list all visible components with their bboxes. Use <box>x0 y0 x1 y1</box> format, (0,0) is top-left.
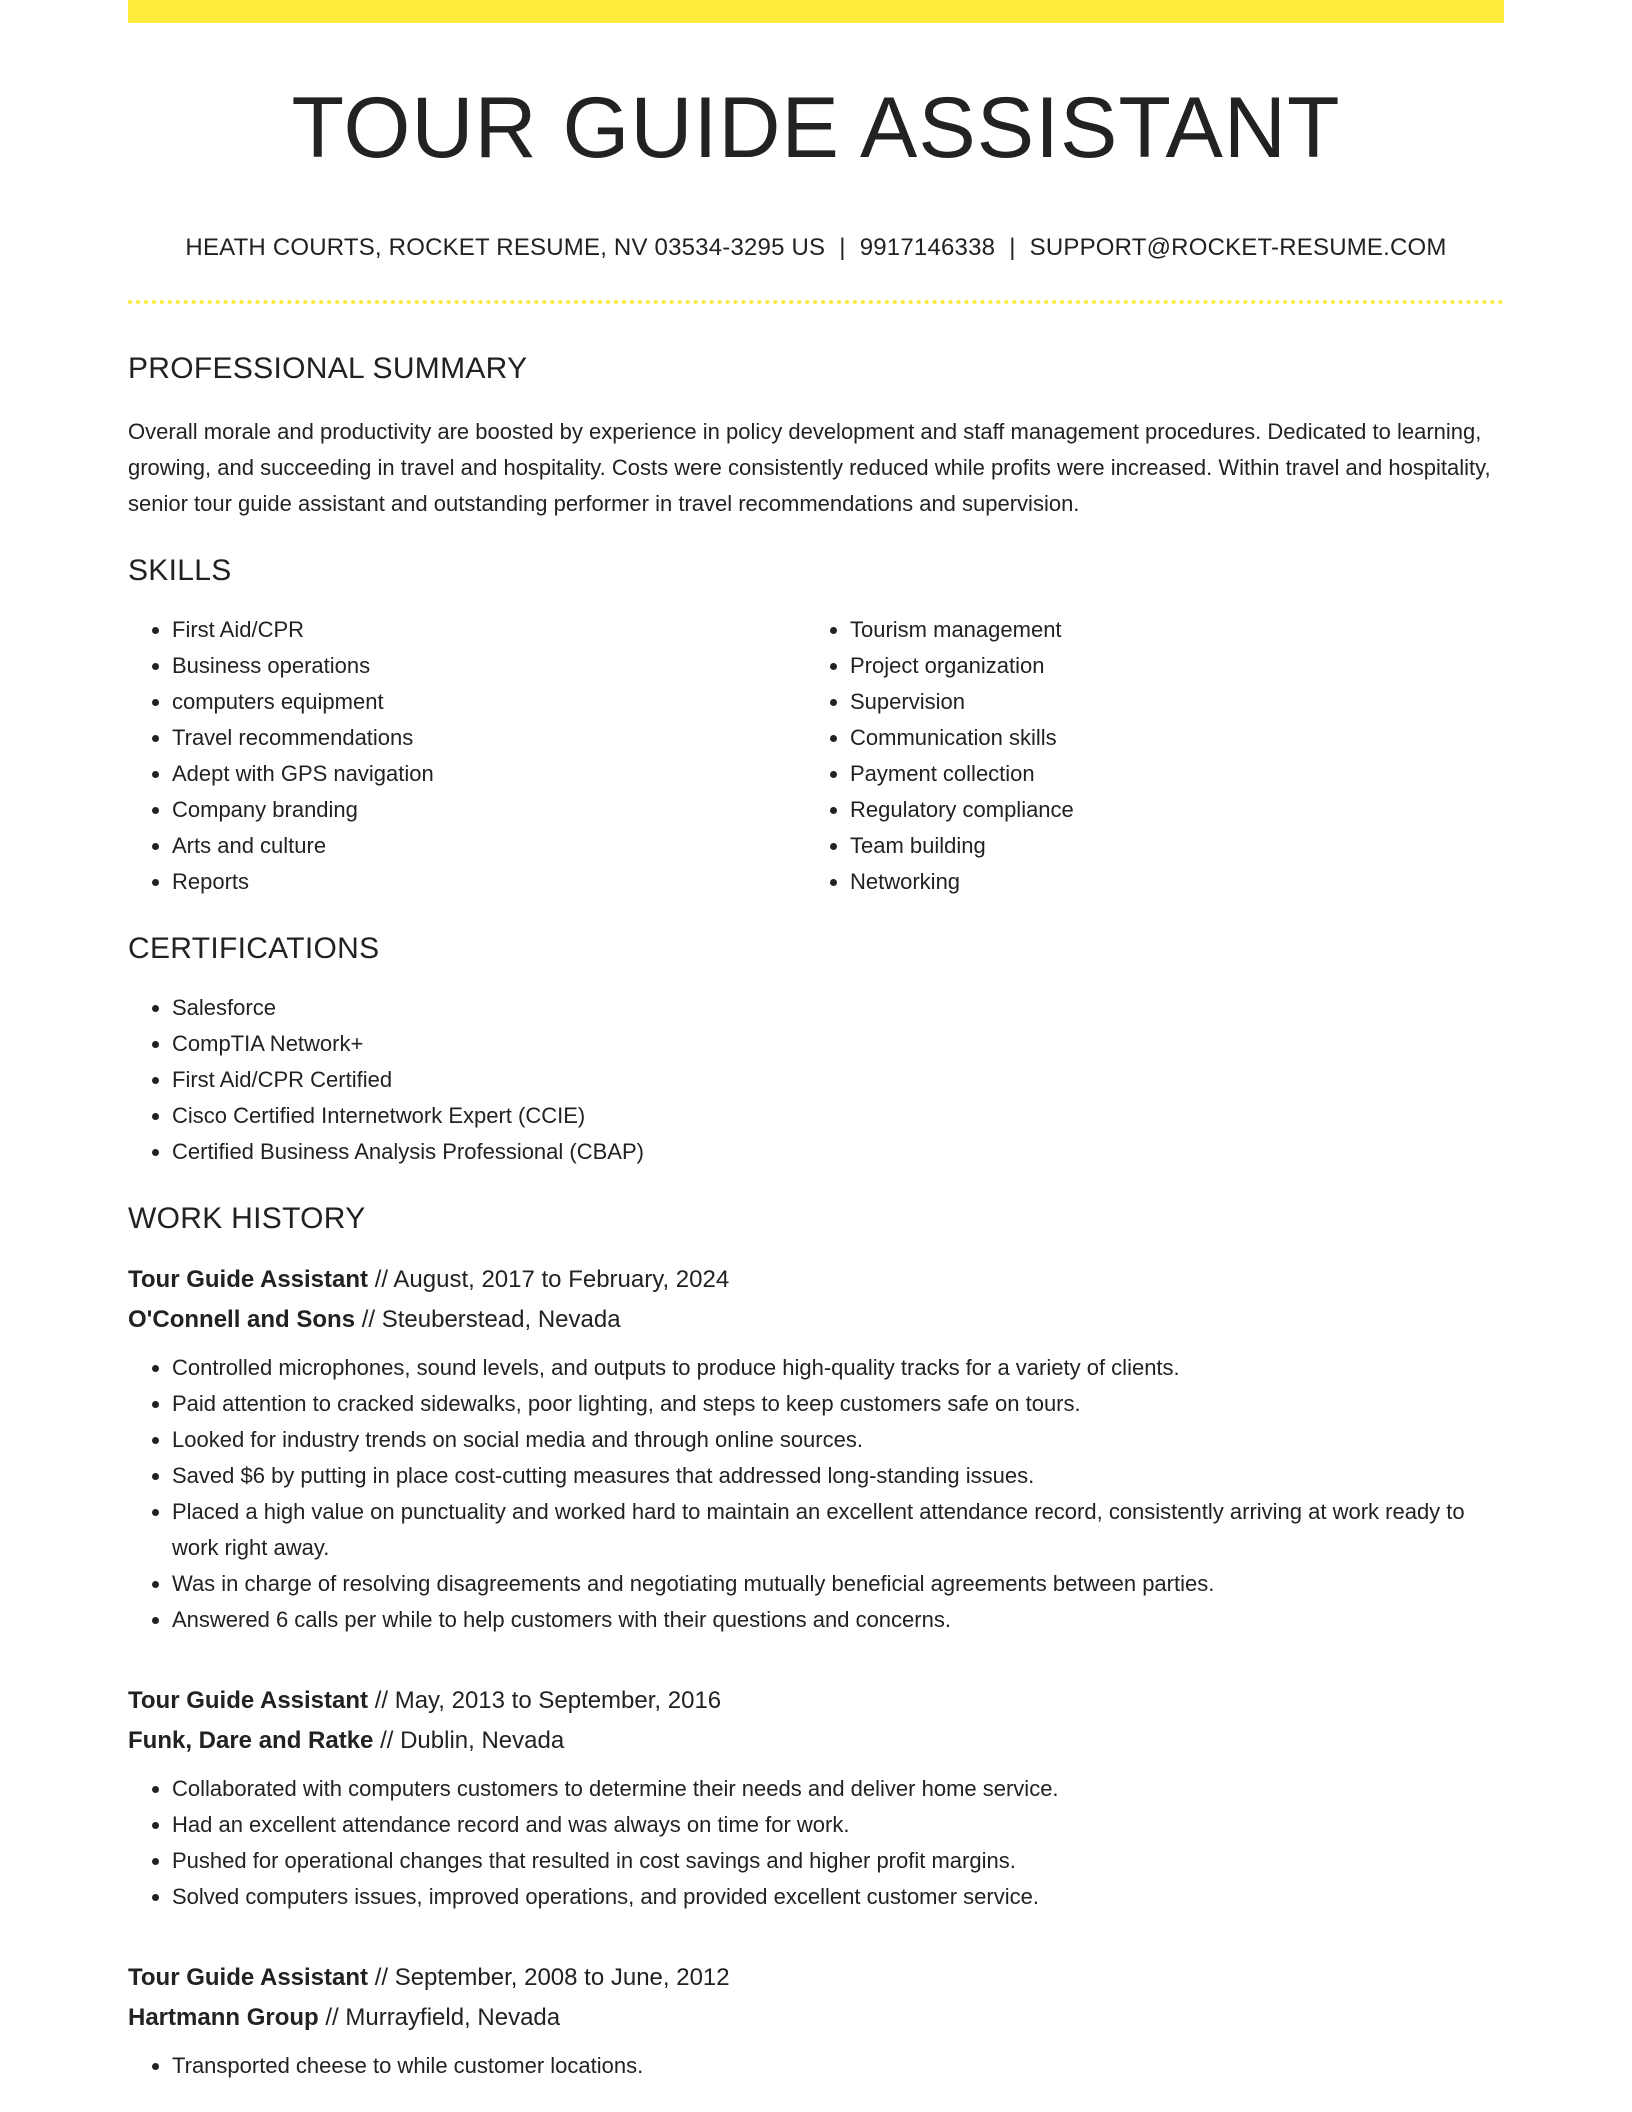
skill-item: • Company branding <box>172 792 806 828</box>
job-bullets <box>128 2048 1504 2084</box>
certification-item: • Cisco Certified Internetwork Expert (CCIE) <box>172 1098 1504 1134</box>
contact-phone: 9917146338 <box>859 234 996 261</box>
job-company-line <box>128 1998 1504 2038</box>
job-dates: May, 2013 to September, 2016 <box>394 1687 722 1714</box>
job-entry <box>128 1260 1504 1638</box>
certification-item: • Salesforce <box>172 990 1504 1026</box>
job-role-line <box>128 1958 1504 1998</box>
job-company: Hartmann Group <box>128 2004 319 2031</box>
job-delimiter: // <box>373 1727 401 1754</box>
job-company-line <box>128 1300 1504 1340</box>
job-company: O'Connell and Sons <box>128 1306 356 1333</box>
contact-separator: | <box>1009 234 1016 261</box>
job-bullet: • Paid attention to cracked sidewalks, poor lighting, and steps to keep customers safe on tours. <box>172 1386 1504 1422</box>
skill-item: • Business operations <box>172 648 806 684</box>
certification-item: • CompTIA Network+ <box>172 1026 1504 1062</box>
skill-item: • Team building <box>850 828 1484 864</box>
job-location: Steuberstead, Nevada <box>381 1306 621 1333</box>
skills-heading: SKILLS <box>128 554 232 587</box>
job-delimiter: // <box>355 1306 382 1333</box>
job-delimiter: // <box>318 2004 346 2031</box>
skill-item: • Tourism management <box>850 612 1484 648</box>
job-role: Tour Guide Assistant <box>128 1964 369 1991</box>
job-role-line <box>128 1260 1504 1300</box>
skills-columns <box>128 612 1504 900</box>
skill-item: • Communication skills <box>850 720 1484 756</box>
certification-item: • Certified Business Analysis Professional (CBAP) <box>172 1134 1504 1170</box>
certification-item: • First Aid/CPR Certified <box>172 1062 1504 1098</box>
dotted-divider <box>128 300 1504 304</box>
skill-item: • Travel recommendations <box>172 720 806 756</box>
skill-item: • First Aid/CPR <box>172 612 806 648</box>
skill-item: • Reports <box>172 864 806 900</box>
job-delimiter: // <box>368 1964 395 1991</box>
skill-item: • Regulatory compliance <box>850 792 1484 828</box>
job-role: Tour Guide Assistant <box>128 1266 369 1293</box>
skill-item: • computers equipment <box>172 684 806 720</box>
job-company: Funk, Dare and Ratke <box>128 1727 374 1754</box>
job-entry <box>128 1681 1504 1915</box>
skill-item: • Supervision <box>850 684 1484 720</box>
job-bullet: • Solved computers issues, improved operations, and provided excellent customer service. <box>172 1879 1504 1915</box>
job-bullet: • Looked for industry trends on social media and through online sources. <box>172 1422 1504 1458</box>
contact-line <box>128 234 1504 262</box>
contact-email: SUPPORT@ROCKET-RESUME.COM <box>1029 234 1447 261</box>
work-history-heading: WORK HISTORY <box>128 1202 366 1235</box>
job-bullet: • Was in charge of resolving disagreements and negotiating mutually beneficial agreements between parties. <box>172 1566 1504 1602</box>
resume-page <box>128 0 1504 2084</box>
skill-item: • Networking <box>850 864 1484 900</box>
job-role: Tour Guide Assistant <box>128 1687 369 1714</box>
job-bullet: • Transported cheese to while customer locations. <box>172 2048 1504 2084</box>
job-bullet: • Answered 6 calls per while to help customers with their questions and concerns. <box>172 1602 1504 1638</box>
job-entry <box>128 1958 1504 2084</box>
job-bullet: • Pushed for operational changes that resulted in cost savings and higher profit margins. <box>172 1843 1504 1879</box>
skills-list-right <box>806 612 1484 900</box>
job-dates: September, 2008 to June, 2012 <box>394 1964 730 1991</box>
skills-list-left <box>128 612 806 900</box>
accent-bar <box>128 0 1504 23</box>
job-delimiter: // <box>368 1687 395 1714</box>
job-location: Murrayfield, Nevada <box>345 2004 561 2031</box>
job-bullet: • Placed a high value on punctuality and worked hard to maintain an excellent attendance record, consistently arriving at work ready to work right away. <box>172 1494 1504 1566</box>
job-role-line <box>128 1681 1504 1721</box>
candidate-title: TOUR GUIDE ASSISTANT <box>291 80 1341 176</box>
summary-text: Overall morale and productivity are boosted by experience in policy development and staff management procedures. Dedicated to learning, growing, and succeeding in travel and hospitality. Costs were consistently reduced while profits were increased. Within travel and hospitality, senior tour guide assistant and outstanding performer in travel recommendations and supervision. <box>128 419 1491 516</box>
certifications-heading: CERTIFICATIONS <box>128 932 380 965</box>
job-company-line <box>128 1721 1504 1761</box>
job-bullet: • Collaborated with computers customers to determine their needs and deliver home service. <box>172 1771 1504 1807</box>
contact-separator: | <box>839 234 846 261</box>
skill-item: • Payment collection <box>850 756 1484 792</box>
skill-item: • Project organization <box>850 648 1484 684</box>
job-dates: August, 2017 to February, 2024 <box>393 1266 730 1293</box>
job-bullet: • Saved $6 by putting in place cost-cutting measures that addressed long-standing issues. <box>172 1458 1504 1494</box>
certifications-list <box>128 990 1504 1170</box>
contact-address: HEATH COURTS, ROCKET RESUME, NV 03534-3295 US <box>185 234 826 261</box>
skill-item: • Arts and culture <box>172 828 806 864</box>
work-history-list <box>128 1260 1504 2084</box>
job-location: Dublin, Nevada <box>400 1727 565 1754</box>
job-bullet: • Controlled microphones, sound levels, and outputs to produce high-quality tracks for a variety of clients. <box>172 1350 1504 1386</box>
job-bullets <box>128 1350 1504 1638</box>
job-bullet: • Had an excellent attendance record and was always on time for work. <box>172 1807 1504 1843</box>
job-bullets <box>128 1771 1504 1915</box>
job-delimiter: // <box>368 1266 394 1293</box>
summary-heading: PROFESSIONAL SUMMARY <box>128 352 528 385</box>
skill-item: • Adept with GPS navigation <box>172 756 806 792</box>
